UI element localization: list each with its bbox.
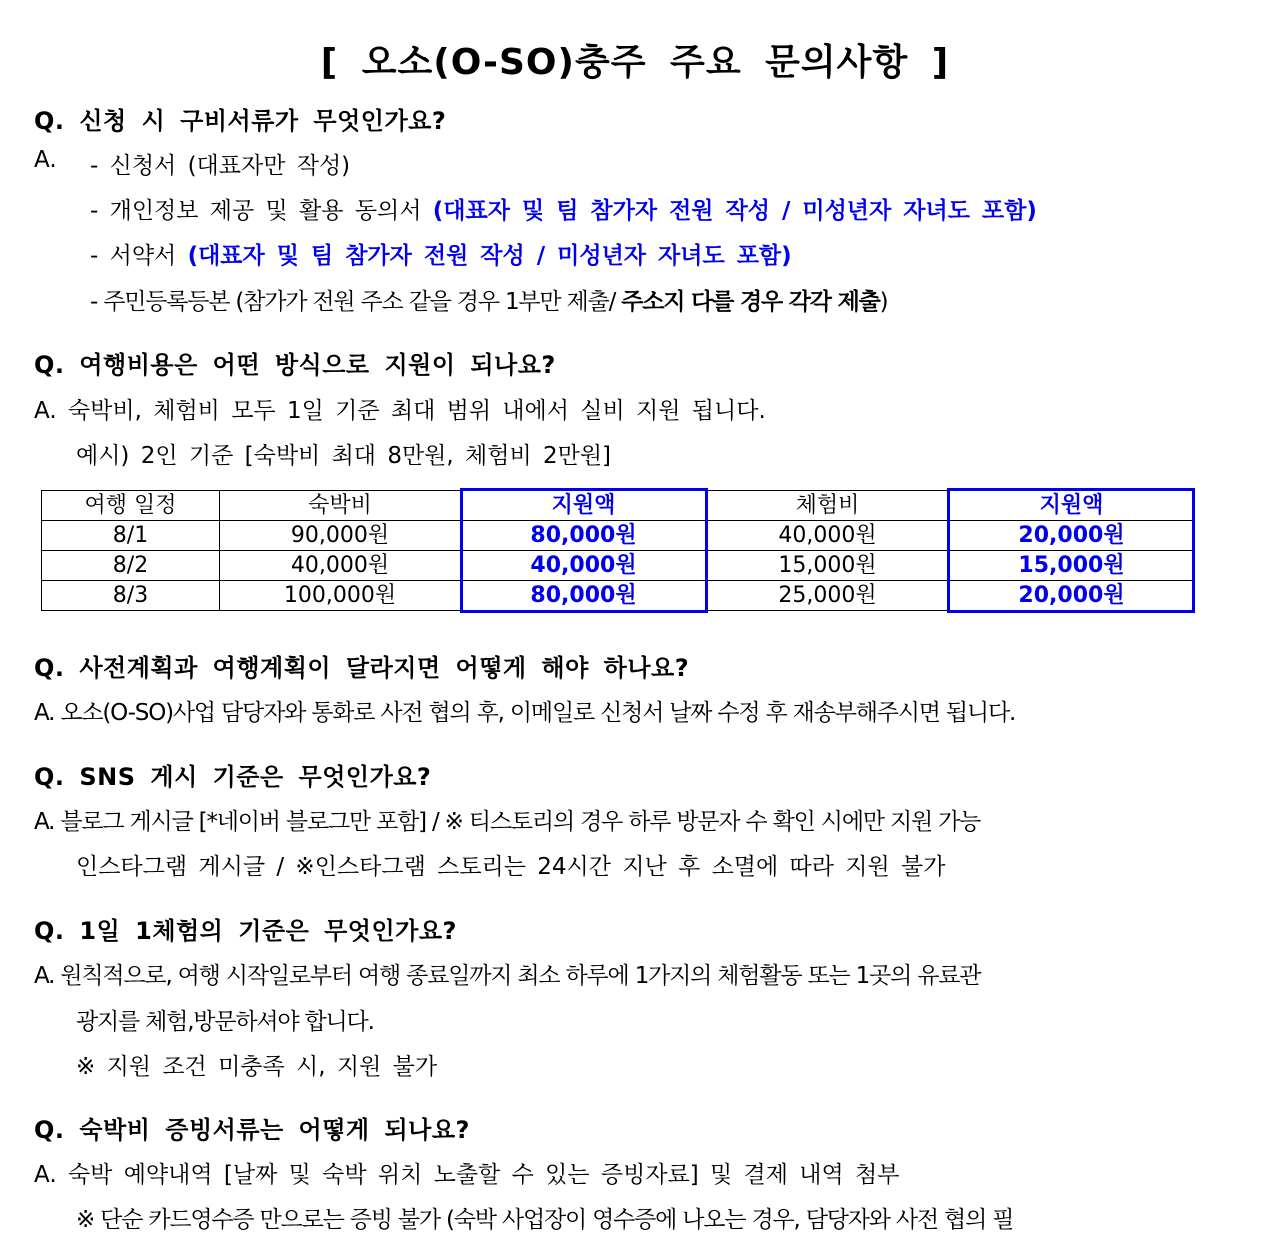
cell-date: 8/2 (42, 551, 220, 581)
header-schedule: 여행 일정 (42, 491, 220, 521)
bold-note: 주소지 다를 경우 각각 제출 (621, 289, 880, 315)
cell-experience-support: 20,000원 (949, 521, 1195, 551)
answer-text: - 주민등록등본 (참가가 전원 주소 같을 경우 1부만 제출/ (90, 289, 622, 315)
faq-answer-line: 인스타그램 게시글 / ※인스타그램 스토리는 24시간 지난 후 소멸에 따라 지원 불가 (76, 854, 946, 880)
cell-lodging-support: 80,000원 (461, 521, 707, 551)
faq-answer-line: 광지를 체험,방문하셔야 합니다. (76, 1009, 374, 1035)
answer-suffix: ) (879, 289, 888, 315)
faq-answer-line: A. 오소(O-SO)사업 담당자와 통화로 사전 협의 후, 이메일로 신청서 날짜 수정 후 재송부해주시면 됩니다. (34, 700, 1016, 726)
cell-lodging: 90,000원 (220, 521, 461, 551)
faq-question-daily-experience: Q. 1일 1체험의 기준은 무엇인가요? (34, 917, 457, 945)
faq-question-sns: Q. SNS 게시 기준은 무엇인가요? (34, 763, 432, 791)
faq-answer-line: 예시) 2인 기준 [숙박비 최대 8만원, 체험비 2만원] (76, 443, 612, 469)
faq-answer-line: A. 숙박 예약내역 [날짜 및 숙박 위치 노출할 수 있는 증빙자료] 및 결제 내역 첨부 (34, 1162, 900, 1188)
faq-question-lodging-proof: Q. 숙박비 증빙서류는 어떻게 되나요? (34, 1116, 470, 1144)
table-header-row (42, 491, 1195, 521)
header-lodging: 숙박비 (220, 491, 461, 521)
table-row (42, 581, 1195, 611)
cell-experience: 15,000원 (707, 551, 949, 581)
answer-text: - 서약서 (90, 243, 188, 269)
faq-answer-line (90, 283, 887, 316)
faq-answer-line: ※ 단순 카드영수증 만으로는 증빙 불가 (숙박 사업장이 영수증에 나오는 경우, 담당자와 사전 협의 필 (76, 1207, 1014, 1233)
highlight-note: (대표자 및 팀 참가자 전원 작성 / 미성년자 자녀도 포함) (187, 243, 792, 269)
support-amount-table (41, 490, 1195, 611)
faq-answer-line: ※ 지원 조건 미충족 시, 지원 불가 (76, 1054, 438, 1080)
header-lodging-support: 지원액 (461, 491, 707, 521)
faq-answer-line: A. 숙박비, 체험비 모두 1일 기준 최대 범위 내에서 실비 지원 됩니다. (34, 398, 766, 424)
cell-experience-support: 15,000원 (949, 551, 1195, 581)
highlight-note: (대표자 및 팀 참가자 전원 작성 / 미성년자 자녀도 포함) (432, 198, 1037, 224)
cell-date: 8/1 (42, 521, 220, 551)
header-experience-support: 지원액 (949, 491, 1195, 521)
cell-date: 8/3 (42, 581, 220, 611)
cell-lodging-support: 80,000원 (461, 581, 707, 611)
cell-experience: 40,000원 (707, 521, 949, 551)
faq-answer-line (90, 237, 792, 270)
faq-answer-line: A. 원칙적으로, 여행 시작일로부터 여행 종료일까지 최소 하루에 1가지의 체험활동 또는 1곳의 유료관 (34, 963, 981, 989)
faq-answer-line (90, 192, 1037, 225)
table-row (42, 551, 1195, 581)
faq-answer-line: - 신청서 (대표자만 작성) (90, 153, 351, 179)
faq-answer-prefix: A. (34, 147, 57, 173)
cell-experience: 25,000원 (707, 581, 949, 611)
cell-lodging-support: 40,000원 (461, 551, 707, 581)
faq-question-costs: Q. 여행비용은 어떤 방식으로 지원이 되나요? (34, 351, 556, 379)
cell-lodging: 100,000원 (220, 581, 461, 611)
page-title: [ 오소(O-SO)충주 주요 문의사항 ] (320, 42, 950, 83)
cell-lodging: 40,000원 (220, 551, 461, 581)
cell-experience-support: 20,000원 (949, 581, 1195, 611)
faq-answer-line: A. 블로그 게시글 [*네이버 블로그만 포함] / ※ 티스토리의 경우 하루 방문자 수 확인 시에만 지원 가능 (34, 809, 981, 835)
faq-question-plan-change: Q. 사전계획과 여행계획이 달라지면 어떻게 해야 하나요? (34, 654, 690, 682)
header-experience: 체험비 (707, 491, 949, 521)
answer-text: - 개인정보 제공 및 활용 동의서 (90, 198, 433, 224)
table-row (42, 521, 1195, 551)
faq-question-documents: Q. 신청 시 구비서류가 무엇인가요? (34, 107, 447, 135)
